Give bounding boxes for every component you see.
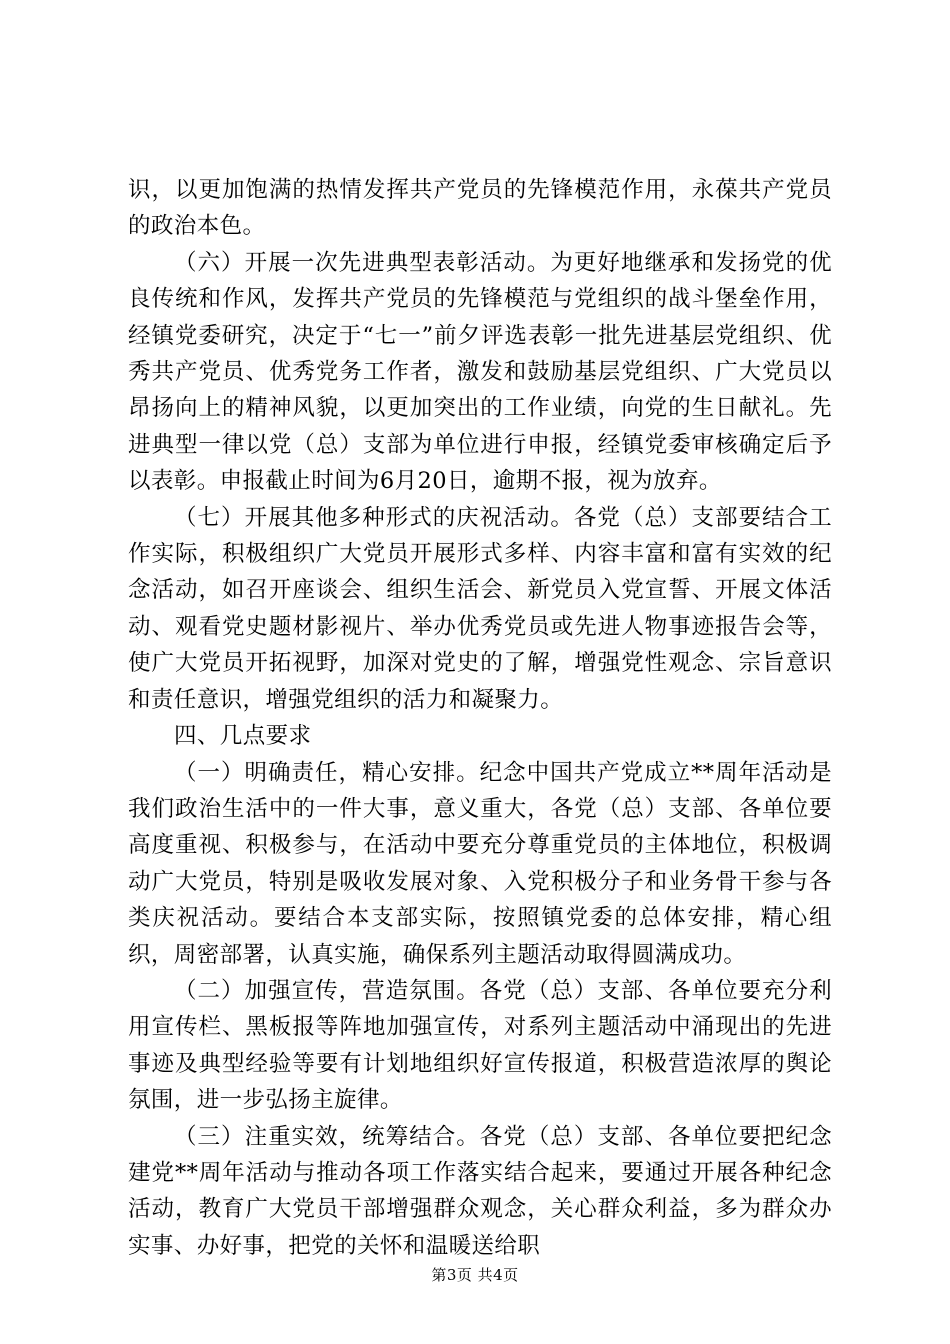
paragraph-continuation: 识，以更加饱满的热情发挥共产党员的先锋模范作用，永葆共产党员的政治本色。 <box>128 177 832 240</box>
page-footer <box>0 1265 950 1285</box>
paragraph-requirement-one: （一）明确责任，精心安排。纪念中国共产党成立**周年活动是我们政治生活中的一件大事，意义重大，各党（总）支部、各单位要高度重视、积极参与，在活动中要充分尊重党员的主体地位，积极调动广大党员，特别是吸收发展对象、入党积极分子和业务骨干参与各类庆祝活动。要结合本支部实际，按照镇党委的总体安排，精心组织，周密部署，认真实施，确保系列主题活动取得圆满成功。 <box>128 759 832 968</box>
document-body <box>128 172 832 1264</box>
paragraph-requirement-three: （三）注重实效，统筹结合。各党（总）支部、各单位要把纪念建党**周年活动与推动各项工作落实结合起来，要通过开展各种纪念活动，教育广大党员干部增强群众观念，关心群众利益，多为群众办实事、办好事，把党的关怀和温暖送给职 <box>128 1123 832 1259</box>
section-heading-requirements: 四、几点要求 <box>174 723 312 750</box>
paragraph-item-six: （六）开展一次先进典型表彰活动。为更好地继承和发扬党的优良传统和作风，发挥共产党员的先锋模范与党组织的战斗堡垒作用，经镇党委研究，决定于“七一”前夕评选表彰一批先进基层党组织、优秀共产党员、优秀党务工作者，激发和鼓励基层党组织、广大党员以昂扬向上的精神风貌，以更加突出的工作业绩，向党的生日献礼。先进典型一律以党（总）支部为单位进行申报，经镇党委审核确定后予以表彰。申报截止时间为6月20日，逾期不报，视为放弃。 <box>128 249 832 495</box>
paragraph-requirement-two: （二）加强宣传，营造氛围。各党（总）支部、各单位要充分利用宣传栏、黑板报等阵地加强宣传，对系列主题活动中涌现出的先进事迹及典型经验等要有计划地组织好宣传报道，积极营造浓厚的舆论氛围，进一步弘扬主旋律。 <box>128 977 832 1114</box>
paragraph-item-seven: （七）开展其他多种形式的庆祝活动。各党（总）支部要结合工作实际，积极组织广大党员开展形式多样、内容丰富和富有实效的纪念活动，如召开座谈会、组织生活会、新党员入党宣誓、开展文体活动、观看党史题材影视片、举办优秀党员或先进人物事迹报告会等，使广大党员开拓视野，加深对党史的了解，增强党性观念、宗旨意识和责任意识，增强党组织的活力和凝聚力。 <box>128 504 832 713</box>
page-number: 第3页 共4页 <box>431 1266 519 1284</box>
